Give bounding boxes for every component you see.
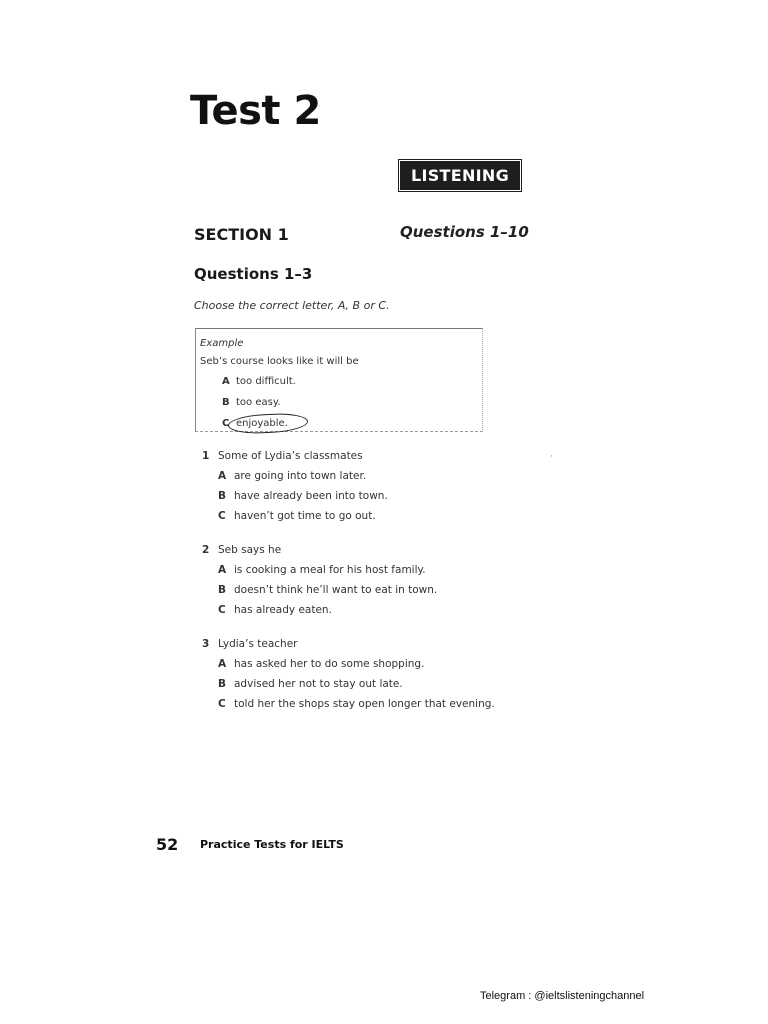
answer-option — [218, 490, 562, 502]
option-letter: A — [218, 564, 227, 576]
question-number: 2 — [202, 544, 210, 556]
section-label: SECTION 1 — [194, 225, 289, 244]
answer-option — [218, 584, 562, 596]
question-3 — [202, 638, 562, 710]
option-text: too easy. — [236, 397, 281, 408]
option-text: too difficult. — [236, 376, 296, 387]
question-stem — [202, 544, 562, 556]
answer-option — [218, 658, 562, 670]
question-text: Lydia’s teacher — [218, 638, 298, 650]
option-text: have already been into town. — [234, 490, 388, 502]
answer-option — [218, 564, 562, 576]
answer-option — [218, 604, 562, 616]
question-group-heading: Questions 1–3 — [194, 265, 313, 283]
example-option — [222, 376, 296, 387]
question-text: Some of Lydia’s classmates — [218, 450, 363, 462]
question-stem — [202, 638, 562, 650]
option-letter: B — [218, 584, 227, 596]
example-stem: Seb’s course looks like it will be — [200, 356, 359, 367]
page-number: 52 — [156, 835, 179, 854]
option-letter: C — [222, 418, 230, 429]
question-2 — [202, 544, 562, 616]
instruction-text: Choose the correct letter, A, B or C. — [194, 299, 390, 312]
option-text: is cooking a meal for his host family. — [234, 564, 426, 576]
option-letter: A — [218, 470, 227, 482]
example-option-answer — [222, 418, 294, 429]
book-title: Practice Tests for IELTS — [200, 838, 344, 851]
option-letter: B — [218, 490, 227, 502]
option-text: has asked her to do some shopping. — [234, 658, 425, 670]
example-label: Example — [200, 338, 244, 349]
option-text: told her the shops stay open longer that evening. — [234, 698, 495, 710]
listening-badge: LISTENING — [400, 161, 520, 190]
answer-option — [218, 510, 562, 522]
circled-answer — [230, 418, 294, 429]
question-1 — [202, 450, 562, 522]
option-letter: A — [218, 658, 227, 670]
answer-option — [218, 678, 562, 690]
example-option — [222, 397, 281, 408]
option-letter: C — [218, 698, 226, 710]
questions-range: Questions 1–10 — [400, 223, 529, 241]
answer-option — [218, 698, 562, 710]
example-box — [195, 328, 483, 432]
option-text: enjoyable. — [236, 418, 288, 429]
question-text: Seb says he — [218, 544, 282, 556]
telegram-credit: Telegram : @ieltslisteningchannel — [480, 990, 645, 1002]
option-text: haven’t got time to go out. — [234, 510, 376, 522]
page-title: Test 2 — [190, 88, 321, 134]
option-text: advised her not to stay out late. — [234, 678, 403, 690]
option-letter: A — [222, 376, 230, 387]
stray-mark: · — [550, 452, 553, 462]
option-text: doesn’t think he’ll want to eat in town. — [234, 584, 438, 596]
answer-option — [218, 470, 562, 482]
option-text: has already eaten. — [234, 604, 332, 616]
option-letter: B — [218, 678, 227, 690]
question-stem — [202, 450, 562, 462]
option-letter: C — [218, 510, 226, 522]
option-letter: C — [218, 604, 226, 616]
question-number: 3 — [202, 638, 210, 650]
option-text: are going into town later. — [234, 470, 367, 482]
question-number: 1 — [202, 450, 210, 462]
option-letter: B — [222, 397, 230, 408]
